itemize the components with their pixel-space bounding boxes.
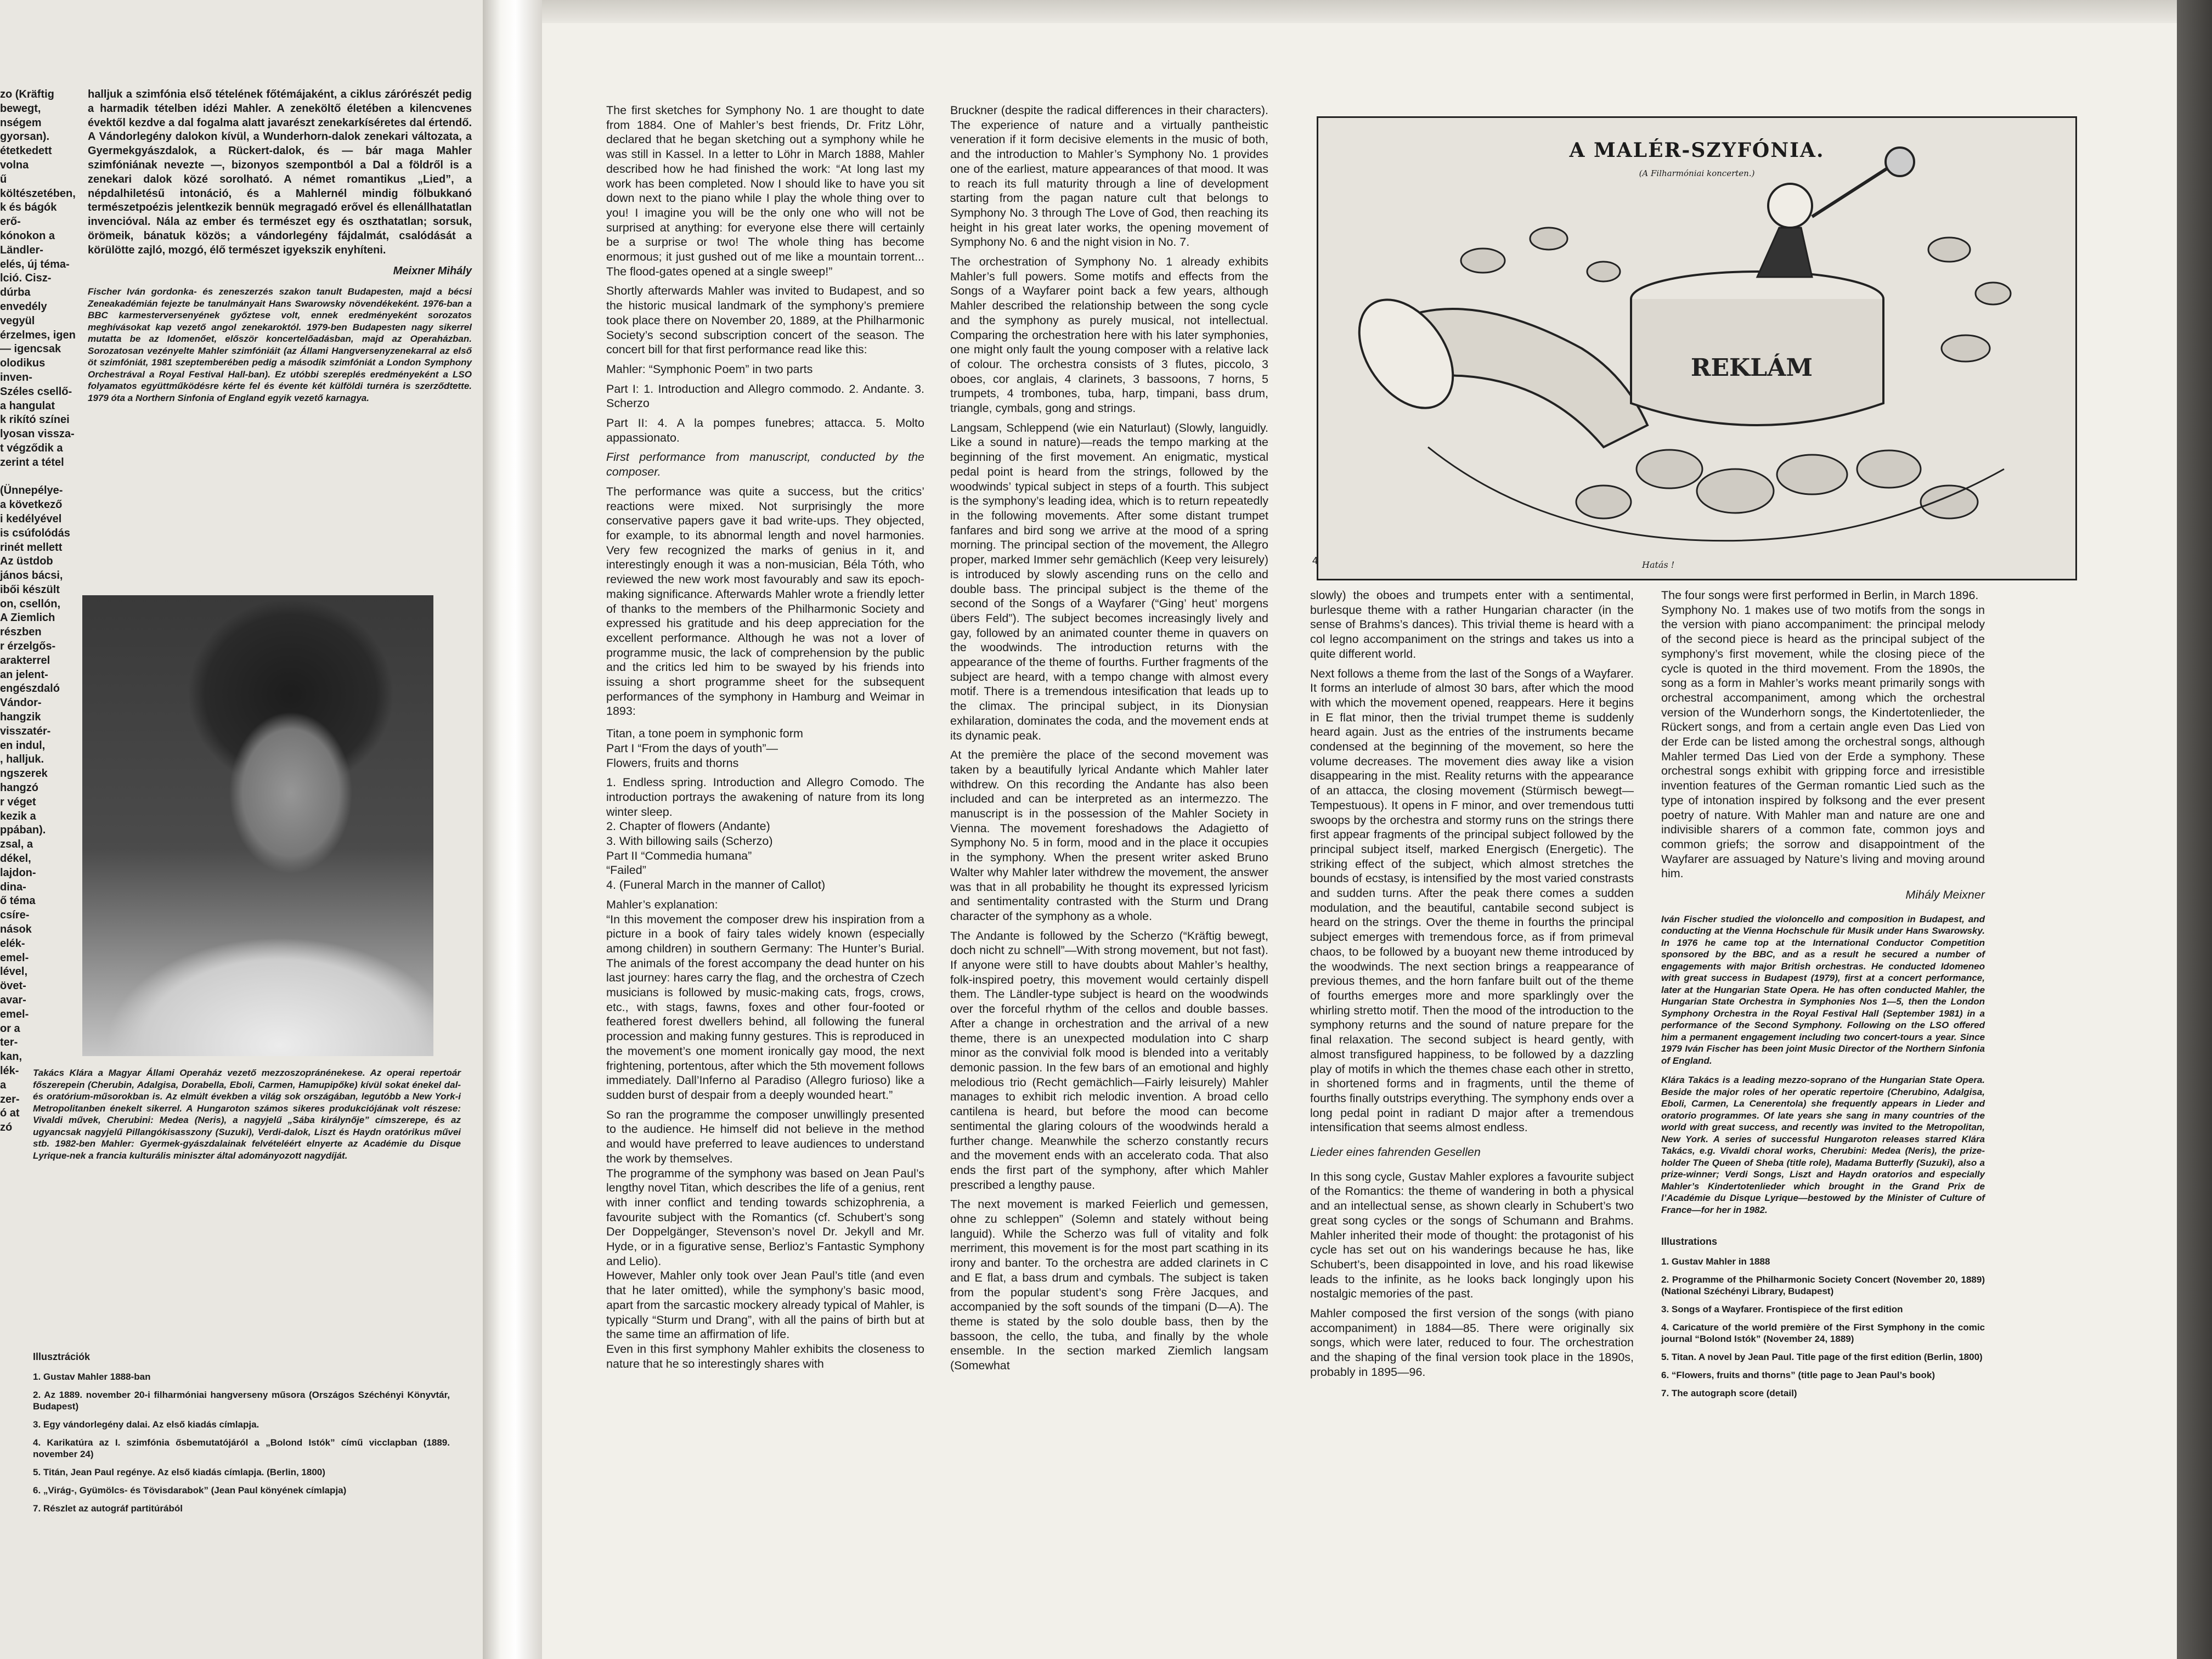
caricature-image xyxy=(1317,116,2077,580)
en-illustrations-list xyxy=(1661,1256,1985,1399)
col-c-p2: Next follows a theme from the last of the Songs of a Wayfarer. It forms an interlude of almost 30 bars, after which the mood with which the movement opened, reappears. Here it begins in E flat minor, then the trivial trumpet theme is suddenly heard again. Just as the entries of the instruments became condensed at the beginning of the movement, so here the volume decreases. The movement dies away like a vision disappearing in the mist. Reality returns with the appearance of an attacca, the closing movement (Stürmisch bewegt—Tempestuous). It opens in F minor, and over tremendous tutti swoops by the orchestra and stormy runs on the strings there first appear fragments of the principal subject followed by the principal subject itself, marked Energisch (Energetic). The striking effect of the subject, which almost stretches the bounds of ecstasy, is intensified by the most varied constrasts and sudden turns. After the peak there comes a sudden modulation, and the beautiful, cantabile second subject is heard on the strings. Over the theme in fourths the principal subject emerges with tremendous force, as if from primeval chaos, to be followed by a buoyant new theme introduced by the woodwinds. The next section brings a reappearance of previous themes, and the horn fanfare built out of the theme of fourths emerges more and more sparklingly over the whirling stretto motif. Then the mood of the introduction to the symphony returns and the sound of nature prepare for the final relaxation. The second subject is heard gently, with almost transfigured happiness, to be followed by a dazzling play of motifs in which the themes chase each other in stretto, in shortened forms and in fragments, until the theme of fourths finally outstrips everything. The symphony ends over a long pedal point in radiant D major after a tremendous intensification that seems almost endless. xyxy=(1310,667,1634,1135)
page-top-edge xyxy=(542,0,2177,23)
table-edge xyxy=(2177,0,2212,1659)
col-d-p1: The four songs were first performed in Berlin, in March 1896. xyxy=(1661,589,1979,602)
fragment-line: övet- xyxy=(0,980,26,992)
fragment-line: t végződik a xyxy=(0,442,63,454)
figure-number: 4 xyxy=(1312,555,1318,566)
illustration-item: 7. Részlet az autográf partitúrából xyxy=(33,1503,183,1514)
col-c-p3: In this song cycle, Gustav Mahler explores a favourite subject of the Romantics: the theme of wandering in both a physical and an intellectual sense, as shown clearly in Schubert’s two great song cycles or the songs of Schumann and Brahms. Mahler inherited their mode of thought: the protagonist of his cycle has set out on his wanderings because he has, like Schubert’s, been disappointed in love, and his road likewise leads to the infinite, as he looks back longingly upon his nostalgic memories of the past. xyxy=(1310,1170,1634,1301)
column-d xyxy=(1661,588,1985,1406)
left-col1 xyxy=(0,88,77,1135)
titan-4: 1. Endless spring. Introduction and Allegro Comodo. The introduction portrays the awakening of nature from its long winter sleep. xyxy=(606,776,924,819)
col-a-p7: However, Mahler only took over Jean Paul’s title (and even that he later omitted), while the symphony’s basic mood, apart from the sarcastic mockery already typical of Mahler, is typically “Sturm und Drang”, with all the pains of birth but at the same time an affirmation of life. xyxy=(606,1269,924,1341)
hu-signature: Meixner Mihály xyxy=(393,264,472,277)
caricature-drawing xyxy=(1318,118,2075,579)
col-b-p1: Bruckner (despite the radical differences in their characters). The experience of nature and a virtually pantheistic veneration if it form decisive elements in the music of both, and the introduction to Mahler’s Symphony No. 1 provides one of the earliest, mature appearances of that mood. It was to reach its full maturity through a line of development starting from the pagan nature cult that belongs to Symphony No. 3 through The Love of God, then reaching its height in his great later works, the opening movement of Symphony No. 6 and the night vision in No. 7. xyxy=(950,104,1268,249)
reklam-sign: REKLÁM xyxy=(1690,354,1813,382)
col-b-p3: Langsam, Schleppend (wie ein Naturlaut) (Slowly, languidly. Like a sound in nature)—reads the tempo marking at the beginning of the first movement. An enigmatic, mystical pedal point is heard from the strings, followed by the woodwinds’ typical subject in steps of a fourth. This subject is the symphony’s leading idea, which is to return repeatedly in the following movements. After some distant trumpet fanfares and bird song we arrive at the mood of a spring morning. The principal section of the movement, the Allegro proper, marked Immer sehr gemächlich (Keep very leisurely) is introduced by slowly ascending runs on the cello and double bass. The principal subject is the theme of the second of the Songs of a Wayfarer (“Ging’ heut’ morgens übers Feld”). The subject becomes increasingly lively and gay, followed by an animated counter theme in quavers on the woodwinds. The introduction returns with the appearance of the theme of fourths. Further fragments of the subject are heard, with a tempo change with almost every motif. There is a tremendous intesification that leads up to the climax. The principal subject, in its Dionysian exhilaration, dominates the coda, and the movement ends at its dynamic peak. xyxy=(950,421,1268,742)
fragment-line: or a xyxy=(0,1022,20,1035)
fragment-line: elés, új téma- xyxy=(0,258,70,270)
fragment-line: (Ünnepélye- xyxy=(0,484,63,497)
column-c xyxy=(1310,588,1634,1380)
fragment-line: k és bágók erő- xyxy=(0,201,57,228)
titan-1: Titan, a tone poem in symphonic form xyxy=(606,727,803,741)
titan-8: “Failed” xyxy=(606,864,646,877)
takacs-hu-bio: Takács Klára a Magyar Állami Operaház vezető mezzoszopránénekese. Az operai repertoár főszerepein (Cherubin, Adalgisa, Dorabella, Eboli, Carmen, Hamupipőke) kívül sokat énekel dal- és oratórium-műsorokban is. Az elmúlt években a világ sok országában, legutóbb a New York-i Metropolitanben énekelt sikerrel. A Hungaroton számos sikeres produkciójának volt részese: Vivaldi művek, Cherubini: Medea (Neris), a nagyjelű „Sába királynője” címszerepe, és az ugyancsak nagyjelű Pillangókisasszony (Suzuki), Verdi-dalok, Liszt és Haydn oratórikus művei stb. 1982-ben Mahler: Gyermek-gyászdalainak felvételéért elnyerte az Académie du Disque Lyrique-nek a francia kulturális miniszter által adományozott nagydíját. xyxy=(33,1068,461,1161)
fragment-line: k rikító színei xyxy=(0,414,70,426)
fragment-line: nások xyxy=(0,923,32,936)
fragment-line: visszatér- xyxy=(0,725,51,737)
fragment-line: lajdon- xyxy=(0,866,36,879)
fragment-line: lyosan vissza- xyxy=(0,428,75,441)
takacs-en-bio: Klára Takács is a leading mezzo-soprano of the Hungarian State Opera. Beside the major roles of her operatic repertoire (Cherubino, Adalgisa, Eboli, Carmen, La Cenerentola) she frequently appears in Lieder and oratorio programmes. Of late years she sang in many countries of the world with great success, and recently was invited to the Metropolitan, New York. A series of successful Hungaroton releases starred Klára Takács, e.g. Vivaldi choral works, Cherubini: Medea (Neris), the prize-holder The Queen of Sheba (title role), Madama Butterfly (Suzuki), also a prize-winner; Verdi Songs, Liszt and Haydn oratorios and especially Mahler’s Kindertotenlieder which brought in the Grand Prix de l’Académie du Disque Lyrique—bestowed by the Minister of Culture of France—for her in 1982. xyxy=(1661,1075,1985,1215)
fragment-line: is csúfolódás xyxy=(0,527,70,539)
fragment-line: hangzik xyxy=(0,711,41,724)
fragment-line: arakterrel xyxy=(0,654,50,667)
illustration-item: 2. Programme of the Philharmonic Society Concert (November 20, 1889) (National Széchényi Library, Budapest) xyxy=(1661,1274,1985,1296)
col-a-p1: The first sketches for Symphony No. 1 are thought to date from 1884. One of Mahler’s best friends, Dr. Fritz Löhr, declared that he began sketching out a symphony while he was still in Kassel. In a letter to Löhr in March 1888, Mahler described how he had finished the work: “At long last my work has been completed. Now I should like to have you sit down next to the piano while I play the whole thing over to you! I imagine you will be the only one who will not be surprised at anything: for everyone else there will certainly be a surprise or two! The whole thing has become enormous; it just gushed out of me like a mountain torrent... The flood-gates opened at a single sweep!” xyxy=(606,104,924,278)
fragment-line: ter- xyxy=(0,1036,18,1049)
col-a-p2: Shortly afterwards Mahler was invited to Budapest, and so the historic musical landmark of the symphony’s premiere took place there on November 20, 1889, at the Philharmonic Society’s second subscription concert of the season. The concert bill for that first performance read like this: xyxy=(606,284,924,357)
fragment-line: envedély vegyül xyxy=(0,300,47,327)
fragment-line: Széles csellő- xyxy=(0,385,72,398)
fragment-line: , halljuk. xyxy=(0,753,44,766)
fragment-line: emel- xyxy=(0,951,29,964)
fragment-line: r érzelgős- xyxy=(0,640,56,653)
fragment-line: ő téma xyxy=(0,895,36,907)
concert-bill-4: First performance from manuscript, conducted by the composer. xyxy=(606,450,924,479)
hu-illustrations-list xyxy=(33,1371,450,1514)
fragment-line: ó at xyxy=(0,1107,20,1120)
fragment-line: a xyxy=(0,1079,7,1091)
fragment-line: kan, xyxy=(0,1051,22,1063)
caricature-subtitle: (A Filharmóniai koncerten.) xyxy=(1639,168,1755,178)
illustration-item: 2. Az 1889. november 20-i filharmóniai hangverseny műsora (Országos Széchényi Könyvtár, Budapest) xyxy=(33,1389,450,1412)
fischer-en-bio: Iván Fischer studied the violoncello and composition in Budapest, and conducting at the Vienna Hochschule für Musik under Hans Swarowsky. In 1976 he came top at the International Conductor Competition sponsored by the BBC, and as a result he secured a number of engagements with major British orchestras. He conducted Idomeneo with great success in Budapest (1979), first at a concert performance, later at the Hungarian State Opera. He has often conducted Mahler, the Hungarian State Orchestra in Symphonies Nos 1—5, then the London Symphony Orchestra in the Royal Festival Hall (September 1981) in a performance of the Second Symphony. Following on the LSO offered him a permanent engagement including two concert-tours a year. Since 1979 Iván Fischer has been joint Music Director of the Northern Sinfonia of England. xyxy=(1661,913,1985,1066)
col-d-p2: Symphony No. 1 makes use of two motifs from the songs in the version with piano accompaniment: the principal melody of the second piece is heard as the principal subject of the symphony’s first movement, while the closing piece of the cycle is quoted in the third movement. From the 1890s, the song as a form in Mahler’s works meant primarily songs with orchestral accompaniment, among which the orchestral version of the Wunderhorn songs, the Kindertotenlieder, the Rückert songs, and from a certain angle even Das Lied von der Erde can be listed among the orchestral songs, although Mahler termed Das Lied von der Erde a symphony. These orchestral songs exhibit with gripping force and irresistible invention features of the German romantic Lied such as the type of intonation inspired by folksong and the ever present poetry of nature. With Mahler man and nature are one and indivisible sharers of a common fate, common joys and common griefs; the sorrow and disappointment of the Wayfarer are assuaged by Nature’s living and moving around him. xyxy=(1661,603,1985,881)
left-page xyxy=(0,0,483,1659)
col-b-p2: The orchestration of Symphony No. 1 already exhibits Mahler’s full powers. Some motifs and effects from the Songs of a Wayfarer point back a few years, although Mahler described the relationship between the song cycle and the symphony as purely musical, not intellectual. Comparing the orchestration here with his later symphonies, one might only fault the young composer with a relative lack of colour. The orchestra consists of 3 flutes, piccolo, 3 oboes, cor anglais, 4 clarinets, 3 bassoons, 7 horns, 5 trumpets, 4 trombones, tuba, harp, timpani, bass drum, triangle, cymbals, gong and strings. xyxy=(950,255,1268,415)
fragment-line: on, csellón, xyxy=(0,597,61,610)
fragment-line: ű költészetében, xyxy=(0,173,76,200)
fragment-line: ppában). xyxy=(0,824,46,837)
illustration-item: 1. Gustav Mahler 1888-ban xyxy=(33,1371,151,1382)
fragment-line: étetkedett volna xyxy=(0,145,52,171)
col-a-p5: So ran the programme the composer unwillingly presented to the audience. He himself did not believe in the method and would have preferred to leave audiences to understand the work by themselves. xyxy=(606,1108,924,1165)
titan-6: 3. With billowing sails (Scherzo) xyxy=(606,834,773,848)
fragment-line: — igencsak xyxy=(0,343,61,356)
fragment-line: Az üstdob xyxy=(0,555,53,568)
fragment-line: dina- xyxy=(0,881,26,893)
fragment-line: i kedélyével xyxy=(0,512,62,525)
fragment-line: emel- xyxy=(0,1008,29,1020)
fragment-line: r véget xyxy=(0,795,36,808)
col-a-p6: The programme of the symphony was based on Jean Paul’s lengthy novel Titan, which describes the life of a genius, rent with inner conflict and tending towards schizophrenia, a favourite subject with the Romantics (cf. Schubert’s song Der Doppelgänger, Stevenson’s novel Dr. Jekyll and Mr. Hyde, or in a figurative sense, Berlioz’s Fantastic Symphony and Lelio). xyxy=(606,1166,924,1268)
fragment-line: a hangulat xyxy=(0,399,55,412)
concert-bill-2: Part I: 1. Introduction and Allegro commodo. 2. Andante. 3. Scherzo xyxy=(606,382,924,410)
fragment-line: zó xyxy=(0,1121,13,1134)
caricature-title: A MALÉR-SZYFÓNIA. xyxy=(1569,139,1825,162)
en-illustrations-title: Illustrations xyxy=(1661,1236,1718,1248)
fragment-line: rinét mellett xyxy=(0,541,63,554)
titan-10: Mahler’s explanation: xyxy=(606,898,718,911)
col-a-p3: The performance was quite a success, but the critics’ reactions were mixed. Not surprisingly the more conservative papers gave it bad write-ups. They objected, for example, to its abnormal length and novel harmonies. Very few recognized the marks of genius in it, and interestingly enough it was a non-musician, Béla Tóth, who reviewed the new work most favourably and saw its epoch-making significance. Afterwards Mahler wrote a friendly letter of thanks to the members of the Philharmonic Society and expressed his gratitude and his deep appreciation for the excellent performance. Although he was not a lover of programme music, the lack of comprehension by the public and the critics led him to be swayed by his friends into issuing a short programme sheet for the subsequent performances of the symphony in Hamburg and Weimar in 1893: xyxy=(606,484,924,718)
illustration-item: 4. Caricature of the world première of the First Symphony in the comic journal “Bolond Istók” (November 24, 1889) xyxy=(1661,1322,1985,1344)
en-signature: Mihály Meixner xyxy=(1905,888,1985,902)
concert-bill-3: Part II: 4. A la pompes funebres; attacca. 5. Molto appassionato. xyxy=(606,416,924,444)
fragment-line: Vándor- xyxy=(0,697,42,709)
col-a-p4: “In this movement the composer drew his inspiration from a picture in a book of fairy tales widely known (especially among children) in southern Germany: The Hunter’s Burial. The animals of the forest accompany the dead hunter on his last journey: hares carry the flag, and the orchestra of Czech musicians is followed by music-making cats, frogs, crows, etc., with stags, fawns, foxes and other four-footed or feathered forest dwellers behind, all following the funeral procession and making funny gestures. This is reproduced in the movement’s one moment ironically gay mood, the next frightening, portentous, after which the 5th movement follows immediately. Dall’Inferno al Paradiso (Allegro furioso) like a sudden burst of despair from a deeply wounded heart.” xyxy=(606,912,924,1102)
column-a xyxy=(606,103,924,1371)
hu-illustrations xyxy=(33,1350,450,1521)
fragment-line: hangzó xyxy=(0,782,38,794)
left-col2 xyxy=(88,88,472,409)
illustration-item: 6. “Flowers, fruits and thorns” (title page to Jean Paul’s book) xyxy=(1661,1369,1936,1380)
col-c-p1: slowly) the oboes and trumpets enter with a sentimental, burlesque theme with a rather Hungarian character (in the sense of Brahms’s dances). This trivial theme is heard with a col legno accompaniment on the strings and takes us into a quite different world. xyxy=(1310,589,1634,661)
illustration-item: 7. The autograph score (detail) xyxy=(1661,1387,1797,1398)
right-page xyxy=(542,23,2177,1659)
lieder-heading: Lieder eines fahrenden Gesellen xyxy=(1310,1146,1481,1159)
fragment-line: részben xyxy=(0,626,42,639)
fragment-line: elék- xyxy=(0,937,25,950)
col-a-p8: Even in this first symphony Mahler exhibits the closeness to nature that he so interestingly shares with xyxy=(606,1342,924,1370)
fragment-line: kezik a xyxy=(0,810,36,822)
fragment-line: zo (Kräftig bewegt, xyxy=(0,88,54,115)
fragment-line: zsal, a xyxy=(0,838,33,851)
gatefold-spine xyxy=(483,0,542,1659)
fragment-line: ibői készült xyxy=(0,583,60,596)
titan-9: 4. (Funeral March in the manner of Callot) xyxy=(606,878,826,892)
illustration-item: 6. „Virág-, Gyümölcs- és Tövisdarabok” (Jean Paul könyének címlapja) xyxy=(33,1485,347,1496)
fragment-line: ngszerek xyxy=(0,768,48,780)
titan-2: Part I “From the days of youth”— xyxy=(606,741,778,755)
fragment-line: lció. Cisz-dúrba xyxy=(0,272,52,299)
illustration-item: 3. Egy vándorlegény dalai. Az első kiadás címlapja. xyxy=(33,1419,259,1430)
hu-paragraph: halljuk a szimfónia első tételének főtémájaként, a ciklus zárórészét pedig a harmadik tételben idézi Mahler. A zeneköltő életében a kilencvenes évektől kezdve a dal fogalma alatt javarészt zenekarkíséretes dal értendő. A Vándorlegény dalokon kívül, a Wunderhorn-dalok zenekari változata, a Gyermekgyászdalok, a Rückert-dalok, és — bár maga Mahler szimfóniának nevezte —, bizonyos szempontból a Dal a földről is a zenekari dalok közé sorolható. A német romantikus „Lied”, a népdalhiletésű intonáció, és a Mahlernél mindig fölbukkanó természetpoézis jelentkezik bennük megragadó erővel és ellenállhatatlan invencióval. Nála az ember és természet egy és oszthatatlan; sorsuk, örömeik, bánatuk közös; a vándorlegény fájdalmát, csalódását a körülötte zajló, mozgó, élő természet igyekszik enyhíteni. xyxy=(88,88,472,256)
col-b-p4: At the première the place of the second movement was taken by a beautifully lyrical Andante which Mahler later withdrew. On this recording the Andante has also been included and can be interpreted as an intermezzo. The manuscript is in the possession of the Mahler Society in Vienna. The movement foreshadows the Adagietto of Symphony No. 5 in form, mood and in the place it occupies in the symphony. When the present writer asked Bruno Walter why Mahler later withdrew the movement, the answer was that in all probability he thought its expressed lyricism and sentimentality contrasted with the Sturm und Drang character of the symphony as a whole. xyxy=(950,748,1268,923)
hu-illustrations-title: Illusztrációk xyxy=(33,1351,91,1362)
fragment-line: nségem gyorsan). xyxy=(0,116,50,143)
fragment-line: lével, xyxy=(0,966,28,978)
column-b xyxy=(950,103,1268,1373)
fragment-line: csíre- xyxy=(0,909,30,922)
titan-5: 2. Chapter of flowers (Andante) xyxy=(606,820,770,833)
fragment-line: kónokon a Ländler- xyxy=(0,229,55,256)
fragment-line: olodikus inven- xyxy=(0,357,46,383)
fischer-hu-bio: Fischer Iván gordonka- és zeneszerzés szakon tanult Budapesten, majd a bécsi Zeneakadémián fejezte be tanulmányait Hans Swarowsky növendékeként. 1976-ban a BBC karmesterversenyének győztese volt, ennek eredményeként sorozatos meghívásokat kap vezető angol zenekaroktól. 1979-ben Budapesten nagy sikerrel mutatta be az Idomenőet, először koncertelőadásban, majd az Operaházban. Sorozatosan vezényelte Mahler szimfóniáit (az Állami Hangversenyzenekarral az első öt szimfóniát, 1981 szeptemberében pedig a második szimfóniát a London Symphony Orchestrával a Royal Festival Hall-ban). Ez utóbbi szereplés eredményeként a LSO folyamatos együttműködésre kérte fel és évente két külföldi turnéra is szerződtette. 1979 óta a Northern Sinfonia of England egyik vezető karnagya. xyxy=(88,286,472,403)
fragment-line: A Ziemlich xyxy=(0,612,55,624)
fragment-line: a következő xyxy=(0,499,63,511)
col-c-p4: Mahler composed the first version of the songs (with piano accompaniment) in 1884—85. There were originally six songs, which were later, reduced to four. The orchestration and the shaping of the final version took place in the 1890s, probably in 1895—96. xyxy=(1310,1307,1634,1379)
fragment-line: lék- xyxy=(0,1064,19,1077)
fragment-line: zer- xyxy=(0,1093,20,1105)
klara-takacs-photo xyxy=(82,595,433,1056)
illustration-item: 5. Titán, Jean Paul regénye. Az első kiadás címlapja. (Berlin, 1800) xyxy=(33,1466,325,1477)
illustration-item: 4. Karikatúra az I. szimfónia ősbemutatójáról a „Bolond Istók” című vicclapban (1889. november 24) xyxy=(33,1437,450,1459)
illustration-item: 3. Songs of a Wayfarer. Frontispiece of the first edition xyxy=(1661,1304,1903,1314)
fragment-line: en indul, xyxy=(0,739,46,752)
illustration-item: 5. Titan. A novel by Jean Paul. Title page of the first edition (Berlin, 1800) xyxy=(1661,1351,1983,1362)
col-b-p6: The next movement is marked Feierlich und gemessen, ohne zu schleppen” (Solemn and stately without being languid). While the Scherzo was full of vitality and folk merriment, this movement is for the most part scathing in its irony and banter. To the orchestra are added clarinets in C and E flat, a bass drum and cymbals. The subject is taken from the popular student’s song Frère Jacques, and accompanied by the soft sounds of the timpani (D—A). The theme is stated by the solo double bass, then by the bassoon, the cello, the tuba, and finally by the whole ensemble. In the section marked Ziemlich langsam (Somewhat xyxy=(950,1198,1268,1373)
fragment-line: avar- xyxy=(0,994,26,1006)
fragment-line: zerint a tétel xyxy=(0,456,64,469)
col-b-p5: The Andante is followed by the Scherzo (“Kräftig bewegt, doch nicht zu schnell”—With strong movement, but not fast). If anyone were still to have doubts about Mahler’s healthy, folk-inspired poetry, this movement would certainly dispell them. The Ländler-type subject is heard on the woodwinds over the forceful rhythm of the cellos and double basses. After a change in orchestration and the arrival of a new theme, there is an unexpected modulation into C sharp minor as the convivial folk mood is blended into a veritably demonic passion. In the few bars of an emotional and highly melodious trio (Recht gemächlich—Fairly leisurely) Mahler manages to exhibit rich melodic invention. A broad cello cantilena is heard, but before the mood can become sentimental the glaring colours of the woodwinds herald a further change. Meanwhile the scherzo constantly recurs and the movement ends with an accelerato coda. That also ends the first part of the symphony, after which Mahler prescribed a lengthy pause. xyxy=(950,929,1268,1192)
fragment-line: engészdaló xyxy=(0,682,60,695)
fragment-line: érzelmes, igen xyxy=(0,329,76,341)
fragment-line: jános bácsi, xyxy=(0,569,63,582)
fragment-line xyxy=(0,470,77,484)
illustration-item: 1. Gustav Mahler in 1888 xyxy=(1661,1256,1770,1267)
titan-7: Part II “Commedia humana” xyxy=(606,849,752,862)
fragment-line: an jelent- xyxy=(0,668,48,681)
titan-3: Flowers, fruits and thorns xyxy=(606,756,739,770)
concert-bill-1: Mahler: “Symphonic Poem” in two parts xyxy=(606,362,813,376)
fragment-line: dékel, xyxy=(0,853,31,865)
caricature-caption: Hatás ! xyxy=(1642,560,1675,570)
